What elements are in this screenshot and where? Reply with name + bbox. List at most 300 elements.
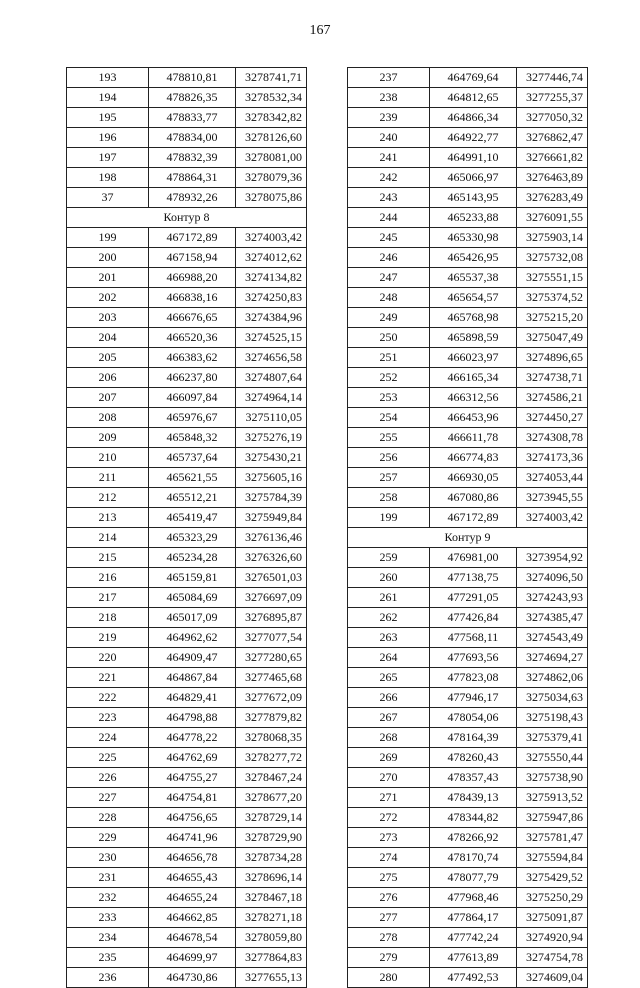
x-coordinate-cell: 464656,78	[149, 848, 236, 868]
table-row	[348, 648, 588, 668]
x-coordinate-cell: 465768,98	[430, 308, 517, 328]
table-row	[67, 228, 307, 248]
x-coordinate-cell: 466988,20	[149, 268, 236, 288]
table-row	[348, 668, 588, 688]
x-coordinate-cell: 464699,97	[149, 948, 236, 968]
x-coordinate-cell: 466774,83	[430, 448, 517, 468]
table-row	[67, 388, 307, 408]
point-number-cell: 254	[348, 408, 430, 428]
table-row	[348, 828, 588, 848]
table-row	[67, 748, 307, 768]
y-coordinate-cell: 3275198,43	[517, 708, 588, 728]
x-coordinate-cell: 476981,00	[430, 548, 517, 568]
table-row	[67, 488, 307, 508]
x-coordinate-cell: 478054,06	[430, 708, 517, 728]
point-number-cell: 237	[348, 68, 430, 88]
table-row	[67, 588, 307, 608]
y-coordinate-cell: 3277446,74	[517, 68, 588, 88]
table-row	[67, 288, 307, 308]
x-coordinate-cell: 477742,24	[430, 928, 517, 948]
table-row	[67, 168, 307, 188]
point-number-cell: 267	[348, 708, 430, 728]
y-coordinate-cell: 3275781,47	[517, 828, 588, 848]
table-row	[348, 628, 588, 648]
table-row	[348, 268, 588, 288]
point-number-cell: 271	[348, 788, 430, 808]
x-coordinate-cell: 466838,16	[149, 288, 236, 308]
point-number-cell: 233	[67, 908, 149, 928]
point-number-cell: 272	[348, 808, 430, 828]
point-number-cell: 252	[348, 368, 430, 388]
x-coordinate-cell: 478266,92	[430, 828, 517, 848]
table-row	[67, 728, 307, 748]
point-number-cell: 257	[348, 468, 430, 488]
point-number-cell: 279	[348, 948, 430, 968]
x-coordinate-cell: 465234,28	[149, 548, 236, 568]
x-coordinate-cell: 464741,96	[149, 828, 236, 848]
table-row	[348, 708, 588, 728]
point-number-cell: 220	[67, 648, 149, 668]
y-coordinate-cell: 3278532,34	[236, 88, 307, 108]
y-coordinate-cell: 3275594,84	[517, 848, 588, 868]
y-coordinate-cell: 3275091,87	[517, 908, 588, 928]
y-coordinate-cell: 3275947,86	[517, 808, 588, 828]
y-coordinate-cell: 3274609,04	[517, 968, 588, 988]
x-coordinate-cell: 467172,89	[430, 508, 517, 528]
y-coordinate-cell: 3274450,27	[517, 408, 588, 428]
table-row	[67, 328, 307, 348]
table-row	[348, 368, 588, 388]
table-row	[348, 588, 588, 608]
table-row	[67, 408, 307, 428]
x-coordinate-cell: 478832,39	[149, 148, 236, 168]
y-coordinate-cell: 3278079,36	[236, 168, 307, 188]
point-number-cell: 264	[348, 648, 430, 668]
point-number-cell: 221	[67, 668, 149, 688]
x-coordinate-cell: 465737,64	[149, 448, 236, 468]
table-row	[348, 408, 588, 428]
table-row	[348, 748, 588, 768]
table-row	[67, 368, 307, 388]
x-coordinate-cell: 464962,62	[149, 628, 236, 648]
table-row	[348, 728, 588, 748]
point-number-cell: 193	[67, 68, 149, 88]
y-coordinate-cell: 3274862,06	[517, 668, 588, 688]
x-coordinate-cell: 477613,89	[430, 948, 517, 968]
x-coordinate-cell: 478357,43	[430, 768, 517, 788]
x-coordinate-cell: 466237,80	[149, 368, 236, 388]
x-coordinate-cell: 464662,85	[149, 908, 236, 928]
y-coordinate-cell: 3276283,49	[517, 188, 588, 208]
y-coordinate-cell: 3274807,64	[236, 368, 307, 388]
table-row	[348, 788, 588, 808]
point-number-cell: 204	[67, 328, 149, 348]
y-coordinate-cell: 3278734,28	[236, 848, 307, 868]
point-number-cell: 243	[348, 188, 430, 208]
y-coordinate-cell: 3274896,65	[517, 348, 588, 368]
table-row	[348, 68, 588, 88]
table-row	[348, 348, 588, 368]
x-coordinate-cell: 464655,24	[149, 888, 236, 908]
y-coordinate-cell: 3277280,65	[236, 648, 307, 668]
y-coordinate-cell: 3278081,00	[236, 148, 307, 168]
table-row	[348, 488, 588, 508]
y-coordinate-cell: 3278677,20	[236, 788, 307, 808]
table-row	[67, 868, 307, 888]
x-coordinate-cell: 478826,35	[149, 88, 236, 108]
y-coordinate-cell: 3275047,49	[517, 328, 588, 348]
table-row	[67, 688, 307, 708]
y-coordinate-cell: 3278068,35	[236, 728, 307, 748]
table-row	[348, 88, 588, 108]
point-number-cell: 241	[348, 148, 430, 168]
x-coordinate-cell: 464866,34	[430, 108, 517, 128]
y-coordinate-cell: 3275215,20	[517, 308, 588, 328]
point-number-cell: 245	[348, 228, 430, 248]
table-row	[348, 968, 588, 988]
point-number-cell: 251	[348, 348, 430, 368]
y-coordinate-cell: 3275276,19	[236, 428, 307, 448]
y-coordinate-cell: 3278277,72	[236, 748, 307, 768]
x-coordinate-cell: 478932,26	[149, 188, 236, 208]
point-number-cell: 218	[67, 608, 149, 628]
y-coordinate-cell: 3275379,41	[517, 728, 588, 748]
x-coordinate-cell: 465066,97	[430, 168, 517, 188]
y-coordinate-cell: 3274096,50	[517, 568, 588, 588]
y-coordinate-cell: 3274586,21	[517, 388, 588, 408]
y-coordinate-cell: 3277465,68	[236, 668, 307, 688]
point-number-cell: 258	[348, 488, 430, 508]
y-coordinate-cell: 3273954,92	[517, 548, 588, 568]
x-coordinate-cell: 465084,69	[149, 588, 236, 608]
x-coordinate-cell: 477946,17	[430, 688, 517, 708]
y-coordinate-cell: 3276136,46	[236, 528, 307, 548]
y-coordinate-cell: 3277255,37	[517, 88, 588, 108]
table-row	[348, 688, 588, 708]
point-number-cell: 207	[67, 388, 149, 408]
point-number-cell: 277	[348, 908, 430, 928]
point-number-cell: 265	[348, 668, 430, 688]
table-row	[348, 808, 588, 828]
point-number-cell: 269	[348, 748, 430, 768]
x-coordinate-cell: 464655,43	[149, 868, 236, 888]
y-coordinate-cell: 3274134,82	[236, 268, 307, 288]
point-number-cell: 200	[67, 248, 149, 268]
y-coordinate-cell: 3275949,84	[236, 508, 307, 528]
x-coordinate-cell: 466312,56	[430, 388, 517, 408]
point-number-cell: 253	[348, 388, 430, 408]
point-number-cell: 217	[67, 588, 149, 608]
contour-header-row	[67, 208, 307, 228]
table-row	[348, 108, 588, 128]
y-coordinate-cell: 3276463,89	[517, 168, 588, 188]
y-coordinate-cell: 3274308,78	[517, 428, 588, 448]
table-row	[67, 708, 307, 728]
x-coordinate-cell: 478833,77	[149, 108, 236, 128]
table-row	[348, 888, 588, 908]
x-coordinate-cell: 477864,17	[430, 908, 517, 928]
y-coordinate-cell: 3274384,96	[236, 308, 307, 328]
point-number-cell: 235	[67, 948, 149, 968]
point-number-cell: 232	[67, 888, 149, 908]
point-number-cell: 225	[67, 748, 149, 768]
point-number-cell: 37	[67, 188, 149, 208]
y-coordinate-cell: 3274543,49	[517, 628, 588, 648]
table-row	[348, 848, 588, 868]
point-number-cell: 238	[348, 88, 430, 108]
table-row	[67, 268, 307, 288]
point-number-cell: 262	[348, 608, 430, 628]
table-row	[348, 448, 588, 468]
y-coordinate-cell: 3274525,15	[236, 328, 307, 348]
point-number-cell: 203	[67, 308, 149, 328]
table-row	[348, 388, 588, 408]
point-number-cell: 263	[348, 628, 430, 648]
table-row	[67, 448, 307, 468]
y-coordinate-cell: 3274385,47	[517, 608, 588, 628]
x-coordinate-cell: 478864,31	[149, 168, 236, 188]
table-row	[348, 148, 588, 168]
y-coordinate-cell: 3274053,44	[517, 468, 588, 488]
point-number-cell: 244	[348, 208, 430, 228]
x-coordinate-cell: 464730,86	[149, 968, 236, 988]
x-coordinate-cell: 466097,84	[149, 388, 236, 408]
y-coordinate-cell: 3274738,71	[517, 368, 588, 388]
x-coordinate-cell: 477568,11	[430, 628, 517, 648]
y-coordinate-cell: 3278059,80	[236, 928, 307, 948]
y-coordinate-cell: 3275429,52	[517, 868, 588, 888]
x-coordinate-cell: 478439,13	[430, 788, 517, 808]
point-number-cell: 196	[67, 128, 149, 148]
y-coordinate-cell: 3278075,86	[236, 188, 307, 208]
point-number-cell: 215	[67, 548, 149, 568]
y-coordinate-cell: 3274656,58	[236, 348, 307, 368]
y-coordinate-cell: 3274920,94	[517, 928, 588, 948]
table-row	[348, 128, 588, 148]
x-coordinate-cell: 464778,22	[149, 728, 236, 748]
y-coordinate-cell: 3274003,42	[236, 228, 307, 248]
table-row	[67, 188, 307, 208]
x-coordinate-cell: 465512,21	[149, 488, 236, 508]
x-coordinate-cell: 464829,41	[149, 688, 236, 708]
table-row	[348, 188, 588, 208]
x-coordinate-cell: 477138,75	[430, 568, 517, 588]
table-row	[67, 68, 307, 88]
point-number-cell: 208	[67, 408, 149, 428]
table-row	[348, 308, 588, 328]
y-coordinate-cell: 3274003,42	[517, 508, 588, 528]
x-coordinate-cell: 465159,81	[149, 568, 236, 588]
point-number-cell: 261	[348, 588, 430, 608]
y-coordinate-cell: 3278729,90	[236, 828, 307, 848]
y-coordinate-cell: 3275550,44	[517, 748, 588, 768]
x-coordinate-cell: 464755,27	[149, 768, 236, 788]
point-number-cell: 275	[348, 868, 430, 888]
x-coordinate-cell: 464798,88	[149, 708, 236, 728]
point-number-cell: 213	[67, 508, 149, 528]
x-coordinate-cell: 464762,69	[149, 748, 236, 768]
y-coordinate-cell: 3278729,14	[236, 808, 307, 828]
x-coordinate-cell: 465537,38	[430, 268, 517, 288]
point-number-cell: 227	[67, 788, 149, 808]
point-number-cell: 201	[67, 268, 149, 288]
y-coordinate-cell: 3274754,78	[517, 948, 588, 968]
table-row	[348, 228, 588, 248]
table-row	[67, 568, 307, 588]
table-row	[67, 128, 307, 148]
y-coordinate-cell: 3275605,16	[236, 468, 307, 488]
table-row	[348, 248, 588, 268]
table-row	[348, 768, 588, 788]
contour-header-row	[348, 528, 588, 548]
table-row	[348, 288, 588, 308]
y-coordinate-cell: 3278126,60	[236, 128, 307, 148]
table-row	[67, 928, 307, 948]
y-coordinate-cell: 3276895,87	[236, 608, 307, 628]
x-coordinate-cell: 464754,81	[149, 788, 236, 808]
point-number-cell: 222	[67, 688, 149, 708]
x-coordinate-cell: 464678,54	[149, 928, 236, 948]
y-coordinate-cell: 3276091,55	[517, 208, 588, 228]
table-row	[67, 548, 307, 568]
point-number-cell: 273	[348, 828, 430, 848]
y-coordinate-cell: 3278467,18	[236, 888, 307, 908]
y-coordinate-cell: 3276697,09	[236, 588, 307, 608]
table-row	[67, 948, 307, 968]
point-number-cell: 223	[67, 708, 149, 728]
point-number-cell: 255	[348, 428, 430, 448]
y-coordinate-cell: 3274250,83	[236, 288, 307, 308]
point-number-cell: 229	[67, 828, 149, 848]
table-row	[67, 888, 307, 908]
table-row	[67, 608, 307, 628]
table-row	[348, 468, 588, 488]
y-coordinate-cell: 3275551,15	[517, 268, 588, 288]
table-row	[67, 428, 307, 448]
table-row	[67, 848, 307, 868]
y-coordinate-cell: 3274012,62	[236, 248, 307, 268]
x-coordinate-cell: 477823,08	[430, 668, 517, 688]
x-coordinate-cell: 465976,67	[149, 408, 236, 428]
table-row	[67, 668, 307, 688]
x-coordinate-cell: 478077,79	[430, 868, 517, 888]
y-coordinate-cell: 3278696,14	[236, 868, 307, 888]
contour-label: Контур 8	[67, 208, 307, 228]
table-row	[67, 768, 307, 788]
table-row	[67, 788, 307, 808]
x-coordinate-cell: 466165,34	[430, 368, 517, 388]
point-number-cell: 219	[67, 628, 149, 648]
point-number-cell: 195	[67, 108, 149, 128]
point-number-cell: 249	[348, 308, 430, 328]
x-coordinate-cell: 465419,47	[149, 508, 236, 528]
point-number-cell: 206	[67, 368, 149, 388]
x-coordinate-cell: 477426,84	[430, 608, 517, 628]
table-row	[348, 328, 588, 348]
point-number-cell: 268	[348, 728, 430, 748]
x-coordinate-cell: 465654,57	[430, 288, 517, 308]
x-coordinate-cell: 465323,29	[149, 528, 236, 548]
point-number-cell: 259	[348, 548, 430, 568]
table-row	[67, 348, 307, 368]
table-row	[67, 108, 307, 128]
point-number-cell: 194	[67, 88, 149, 108]
point-number-cell: 260	[348, 568, 430, 588]
point-number-cell: 226	[67, 768, 149, 788]
point-number-cell: 199	[348, 508, 430, 528]
y-coordinate-cell: 3274243,93	[517, 588, 588, 608]
y-coordinate-cell: 3278271,18	[236, 908, 307, 928]
point-number-cell: 256	[348, 448, 430, 468]
point-number-cell: 199	[67, 228, 149, 248]
table-row	[67, 88, 307, 108]
table-row	[348, 868, 588, 888]
y-coordinate-cell: 3277655,13	[236, 968, 307, 988]
x-coordinate-cell: 477492,53	[430, 968, 517, 988]
table-row	[348, 208, 588, 228]
x-coordinate-cell: 465143,95	[430, 188, 517, 208]
point-number-cell: 216	[67, 568, 149, 588]
point-number-cell: 247	[348, 268, 430, 288]
x-coordinate-cell: 466611,78	[430, 428, 517, 448]
x-coordinate-cell: 464909,47	[149, 648, 236, 668]
table-row	[67, 628, 307, 648]
contour-label: Контур 9	[348, 528, 588, 548]
table-row	[67, 908, 307, 928]
point-number-cell: 224	[67, 728, 149, 748]
table-row	[67, 468, 307, 488]
point-number-cell: 239	[348, 108, 430, 128]
y-coordinate-cell: 3275034,63	[517, 688, 588, 708]
point-number-cell: 205	[67, 348, 149, 368]
point-number-cell: 228	[67, 808, 149, 828]
point-number-cell: 231	[67, 868, 149, 888]
y-coordinate-cell: 3274173,36	[517, 448, 588, 468]
x-coordinate-cell: 467158,94	[149, 248, 236, 268]
point-number-cell: 242	[348, 168, 430, 188]
table-row	[67, 248, 307, 268]
table-row	[348, 928, 588, 948]
x-coordinate-cell: 466676,65	[149, 308, 236, 328]
x-coordinate-cell: 478164,39	[430, 728, 517, 748]
x-coordinate-cell: 465017,09	[149, 608, 236, 628]
y-coordinate-cell: 3278342,82	[236, 108, 307, 128]
point-number-cell: 236	[67, 968, 149, 988]
point-number-cell: 202	[67, 288, 149, 308]
table-row	[67, 148, 307, 168]
table-row	[67, 308, 307, 328]
table-row	[348, 168, 588, 188]
x-coordinate-cell: 467172,89	[149, 228, 236, 248]
point-number-cell: 274	[348, 848, 430, 868]
y-coordinate-cell: 3275110,05	[236, 408, 307, 428]
table-row	[67, 808, 307, 828]
point-number-cell: 230	[67, 848, 149, 868]
y-coordinate-cell: 3278467,24	[236, 768, 307, 788]
point-number-cell: 240	[348, 128, 430, 148]
x-coordinate-cell: 467080,86	[430, 488, 517, 508]
x-coordinate-cell: 465848,32	[149, 428, 236, 448]
x-coordinate-cell: 464812,65	[430, 88, 517, 108]
table-row	[348, 908, 588, 928]
x-coordinate-cell: 478170,74	[430, 848, 517, 868]
point-number-cell: 214	[67, 528, 149, 548]
y-coordinate-cell: 3275430,21	[236, 448, 307, 468]
table-row	[348, 508, 588, 528]
y-coordinate-cell: 3274694,27	[517, 648, 588, 668]
point-number-cell: 246	[348, 248, 430, 268]
x-coordinate-cell: 465898,59	[430, 328, 517, 348]
